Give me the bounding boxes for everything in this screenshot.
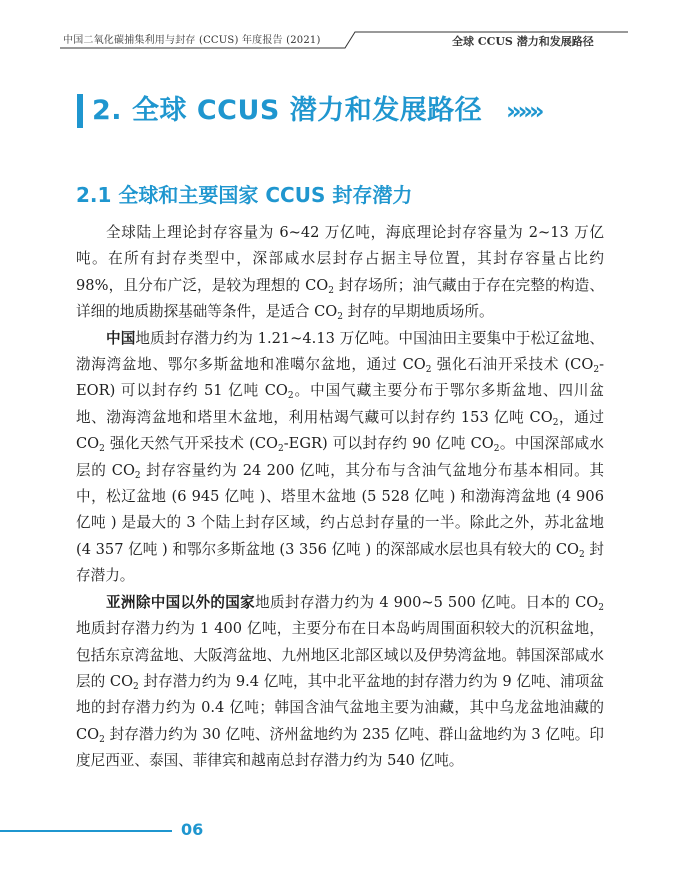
text-run: 封存潜力。	[76, 540, 605, 585]
subscript: 2	[287, 391, 294, 402]
chevron-right-icon: »»»	[506, 97, 541, 125]
text-run: ，通过 CO	[76, 408, 604, 453]
subscript: 2	[337, 312, 344, 323]
running-header-left: 中国二氧化碳捕集利用与封存 (CCUS) 年度报告 (2021)	[63, 35, 321, 46]
section-title: 2.1 全球和主要国家 CCUS 封存潜力	[76, 183, 413, 207]
text-run: 地质封存潜力约为 1 400 亿吨，主要分布在日本岛屿周围面积较大的沉积盆地，包括东京湾盆地、大阪湾盆地、九州地区北部区域以及伊势湾盆地。韩国深部咸水层的 CO	[76, 620, 604, 690]
paragraph-china	[76, 326, 604, 590]
subscript: 2	[134, 470, 141, 481]
lead-term: 中国	[106, 329, 136, 347]
subscript: 2	[552, 417, 559, 428]
subscript: 2	[99, 734, 105, 745]
running-header-right: 全球 CCUS 潜力和发展路径	[452, 35, 594, 48]
chapter-title: 2. 全球 CCUS 潜力和发展路径	[92, 95, 483, 126]
subscript: 2	[328, 285, 334, 296]
text-run: 强化天然气开采技术 (CO	[104, 435, 278, 453]
text-run: 强化石油开采技术 (CO	[431, 356, 594, 374]
subscript: 2	[99, 444, 105, 455]
footer-rule	[0, 830, 172, 832]
text-run: 封存容量约为 24 200 亿吨，其分布与含油气盆地分布基本相同。其中，松辽盆地 (6 945 亿吨 )、塔里木盆地 (5 528 亿吨 ) 和渤海湾盆地 (4 906 亿吨 ) 是最大的 3 个陆上封存区域，约占总封存量的一半。除此之外，苏北盆地 (4 357 亿吨 ) 和鄂尔多斯盆地 (3 356 亿吨 ) 的深部咸水层也具有较大的 CO	[76, 461, 604, 558]
text-run: 封存的早期地质场所。	[343, 303, 494, 321]
chapter-accent-bar	[77, 94, 83, 128]
text-run: 封存潜力约为 30 亿吨、济州盆地约为 235 亿吨、群山盆地约为 3 亿吨。印度尼西亚、泰国、菲律宾和越南总封存潜力约为 540 亿吨。	[76, 725, 604, 770]
subscript: 2	[593, 365, 600, 376]
subscript: 2	[579, 549, 585, 560]
text-run: -EOR) 可以封存约 51 亿吨 CO	[76, 356, 604, 400]
text-run: 。中国气藏主要分布于鄂尔多斯盆地、四川盆地、渤海湾盆地和塔里木盆地，利用枯竭气藏可以封存约 153 亿吨 CO	[76, 382, 604, 426]
subscript: 2	[278, 444, 284, 455]
paragraph-asia	[76, 590, 604, 775]
text-run: 地质封存潜力约为 1.21~4.13 万亿吨。中国油田主要集中于松辽盆地、渤海湾盆地、鄂尔多斯盆地和准噶尔盆地，通过 CO	[76, 329, 604, 374]
body-text	[76, 220, 604, 775]
text-run: 全球陆上理论封存容量为 6~42 万亿吨，海底理论封存容量为 2~13 万亿吨。在所有封存类型中，深部咸水层封存占据主导位置，其封存容量占比约 98%，且分布广泛，是较为理想的 CO	[76, 224, 604, 294]
subscript: 2	[133, 681, 139, 692]
text-run: 。中国深部咸水层的 CO	[76, 435, 604, 479]
text-run: 地质封存潜力约为 4 900~5 500 亿吨。日本的 CO	[255, 593, 599, 611]
subscript: 2	[493, 444, 500, 455]
page-number: 06	[181, 820, 204, 839]
header-rule	[0, 0, 680, 60]
lead-term: 亚洲除中国以外的国家	[106, 593, 256, 611]
text-run: -EGR) 可以封存约 90 亿吨 CO	[283, 435, 494, 453]
text-run: 封存场所；油气藏由于存在完整的构造、详细的地质勘探基础等条件，是适合 CO	[76, 276, 604, 321]
paragraph-global	[76, 220, 604, 326]
subscript: 2	[598, 602, 604, 613]
text-run: 封存潜力约为 9.4 亿吨，其中北平盆地的封存潜力约为 9 亿吨、浦项盆地的封存潜力约为 0.4 亿吨；韩国含油气盆地主要为油藏，其中乌龙盆地油藏的 CO	[76, 672, 604, 743]
subscript: 2	[425, 365, 432, 376]
